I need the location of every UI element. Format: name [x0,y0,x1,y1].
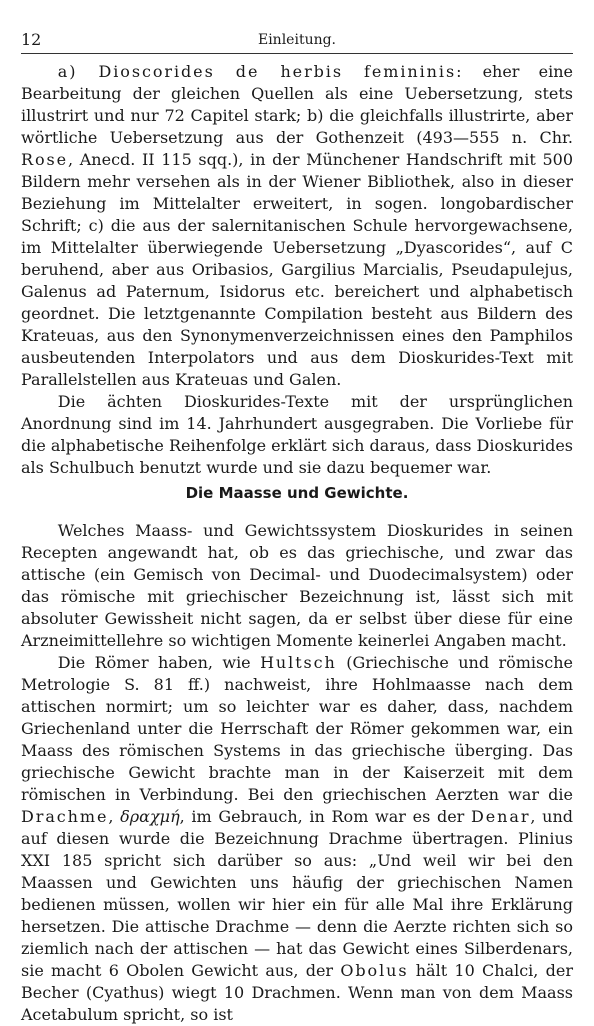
paragraph-text: hält 10 Chalci, der Becher (Cyathus) wiegt 10 Drachmen. Wenn man von dem Maass Acetabulum spricht, so ist [21,961,573,1024]
paragraph-text: (Griechische und römische Metrologie S. 81 ff.) nachweist, ihre Hohlmaasse nach dem attischen normirt; um so leichter war es daher, dass, nachdem Griechenland unter die Herrschaft der Römer gekommen war, ein Maass des römischen Systems in das griechische überging. Das griechische Gewicht brachte man in der Kaiserzeit mit dem römischen in Verbindung. Bei den griechischen Aerzten war die [21,653,573,804]
paragraph-text: , [108,807,121,826]
page-header [21,30,573,54]
paragraph-system: Welches Maass- und Gewichtssystem Dioskurides in seinen Recepten angewandt hat, ob es das griechische, und zwar das attische (ein Gemisch von Decimal- und Duodecimalsystem) oder das römische mit griechischer Bezeichnung ist, lässt sich mit absoluter Gewissheit nicht sagen, da er selbst über diese für eine Arzneimittellehre so wichtigen Momente keinerlei Angaben macht. [21,521,573,650]
paragraph-text: , Anecd. II 115 sqq.), in der Münchener Handschrift mit 500 Bildern mehr versehen als in der Wiener Bibliothek, also in dieser Beziehung im Mittelalter erweitert, in sogen. longobardischer Schrift; c) die aus der salernitanischen Schule hervorgewachsene, im Mittelalter überwiegende Uebersetzung „Dyascorides“, auf C beruhend, aber aus Oribasios, Gargilius Marcialis, Pseudapulejus, Galenus ad Paternum, Isidorus etc. bereichert und alphabetisch geordnet. Die letztgenannte Compilation besteht aus Bildern des Krateuas, aus den Synonymenverzeichnissen eines den Pamphilos ausbeutenden Interpolators und aus dem Dioskurides-Text mit Parallelstellen aus Krateuas und Galen. [21,150,573,389]
paragraph-text: , im Gebrauch, in Rom war es der [179,807,471,826]
section-measures-text [21,520,573,1026]
greek-term: δραχμή [120,807,180,826]
spaced-title: a) Dioscorides de herbis femininis: [57,62,464,81]
paragraph-text: , und auf diesen wurde die Bezeichnung Drachme übertragen. Plinius XXI 185 spricht sich darüber so aus: „Und weil wir bei den Maassen und Gewichten uns häufig der griechischen Namen bedienen müssen, wollen wir hier ein für alle Mal ihre Erklärung hersetzen. Die attische Drachme — denn die Aerzte richten sich so ziemlich nach der attischen — hat das Gewicht eines Silberdenars, sie macht 6 Obolen Gewicht aus, der [21,807,574,980]
author-hultsch: Hultsch [260,653,337,672]
paragraph-romans [21,652,573,1026]
term-denar: Denar [471,807,531,826]
section-intro-text [21,61,573,479]
section-heading: Die Maasse und Gewichte. [185,484,409,502]
paragraph-manuscripts [21,61,573,391]
header-rule [21,53,573,54]
term-drachme: Drachme [21,807,109,826]
page-number: 12 [21,30,42,49]
running-title: Einleitung. [257,32,337,48]
author-rose: Rose [21,150,69,169]
paragraph-text: eher eine Bearbeitung der gleichen Quellen als eine Uebersetzung, stets illustrirt und nur 72 Capitel stark; b) die gleichfalls illustrirte, aber wörtliche Uebersetzung aus der Gothenzeit (493—555 n. Chr. [21,62,573,147]
paragraph-text: Die Römer haben, wie [57,653,261,672]
term-obolus: Obolus [340,961,409,980]
paragraph-texts-found: Die ächten Dioskurides-Texte mit der ursprünglichen Anordnung sind im 14. Jahrhundert ausgegraben. Die Vorliebe für die alphabetische Reihenfolge erklärt sich daraus, dass Dioskurides als Schulbuch benutzt wurde und sie dazu bequemer war. [21,392,573,477]
